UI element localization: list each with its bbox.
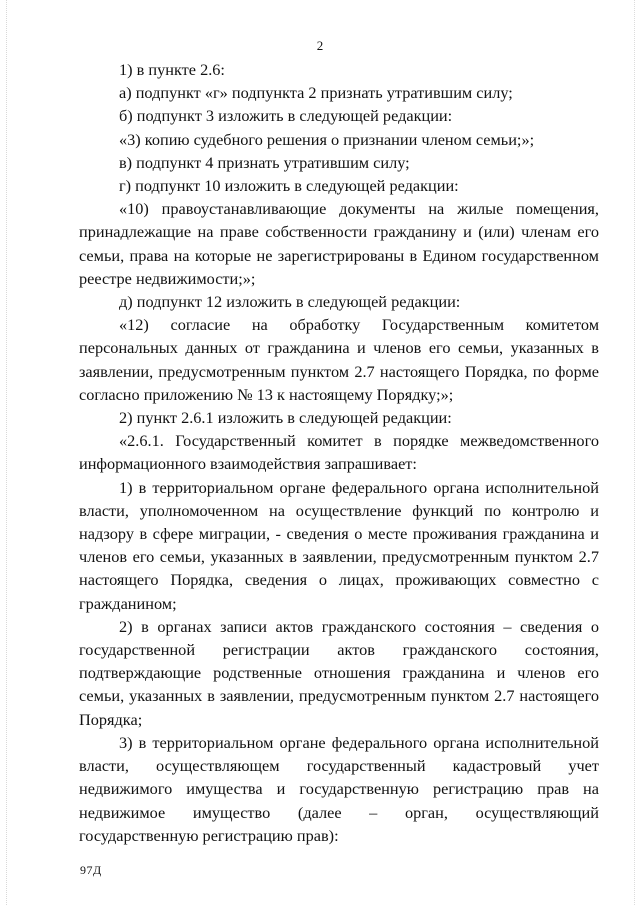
paragraph: 3) в территориальном органе федерального органа исполнительной власти, осуществляющем государственный кадастровый учет недвижимого имущества и государственную регистрацию прав на недвижимое имущество (далее – орган, осуществляющий государственную регистрацию прав):	[79, 732, 599, 845]
paragraph: «2.6.1. Государственный комитет в порядке межведомственного информационного взаимодействия запрашивает:	[79, 431, 599, 474]
paragraph: 1) в территориальном органе федерального органа исполнительной власти, уполномоченном на осуществление функций по контролю и надзору в сфере миграции, - сведения о месте проживания гражданина и членов его семьи, указанных в заявлении, предусмотренным пунктом 2.7 настоящего Порядка, сведения о лицах, проживающих совместно с гражданином;	[79, 477, 599, 613]
scan-edge-right	[634, 0, 636, 905]
paragraph: «3) копию судебного решения о признании членом семьи;»;	[119, 129, 535, 149]
document-code: 97Д	[80, 863, 102, 877]
paragraph: 2) в органах записи актов гражданского состояния – сведения о государственной регистрации актов гражданского состояния, подтверждающие родственные отношения гражданина и членов его семьи, указанных в заявлении, предусмотренным пунктом 2.7 настоящего Порядка;	[79, 616, 599, 729]
paragraph: а) подпункт «г» подпункта 2 признать утратившим силу;	[119, 83, 513, 103]
paragraph: «10) правоустанавливающие документы на жилые помещения, принадлежащие на праве собственности гражданину и (или) членам его семьи, права на которые не зарегистрированы в Едином государственном реестре недвижимости;»;	[79, 199, 599, 288]
paragraph: 1) в пункте 2.6:	[119, 60, 225, 79]
document-body	[79, 58, 599, 847]
paragraph: «12) согласие на обработку Государственным комитетом персональных данных от гражданина и членов его семьи, указанных в заявлении, предусмотренным пунктом 2.7 настоящего Порядка, по форме согласно приложению № 13 к настоящему Порядку;»;	[79, 315, 599, 404]
paragraph: д) подпункт 12 изложить в следующей редакции:	[119, 292, 461, 312]
page-number: 2	[316, 38, 324, 53]
paragraph: 2) пункт 2.6.1 изложить в следующей редакции:	[119, 408, 452, 428]
paragraph: в) подпункт 4 признать утратившим силу;	[119, 152, 410, 172]
scan-edge-left	[6, 0, 8, 905]
paragraph: г) подпункт 10 изложить в следующей редакции:	[119, 176, 459, 196]
paragraph: б) подпункт 3 изложить в следующей редакции:	[119, 106, 453, 126]
